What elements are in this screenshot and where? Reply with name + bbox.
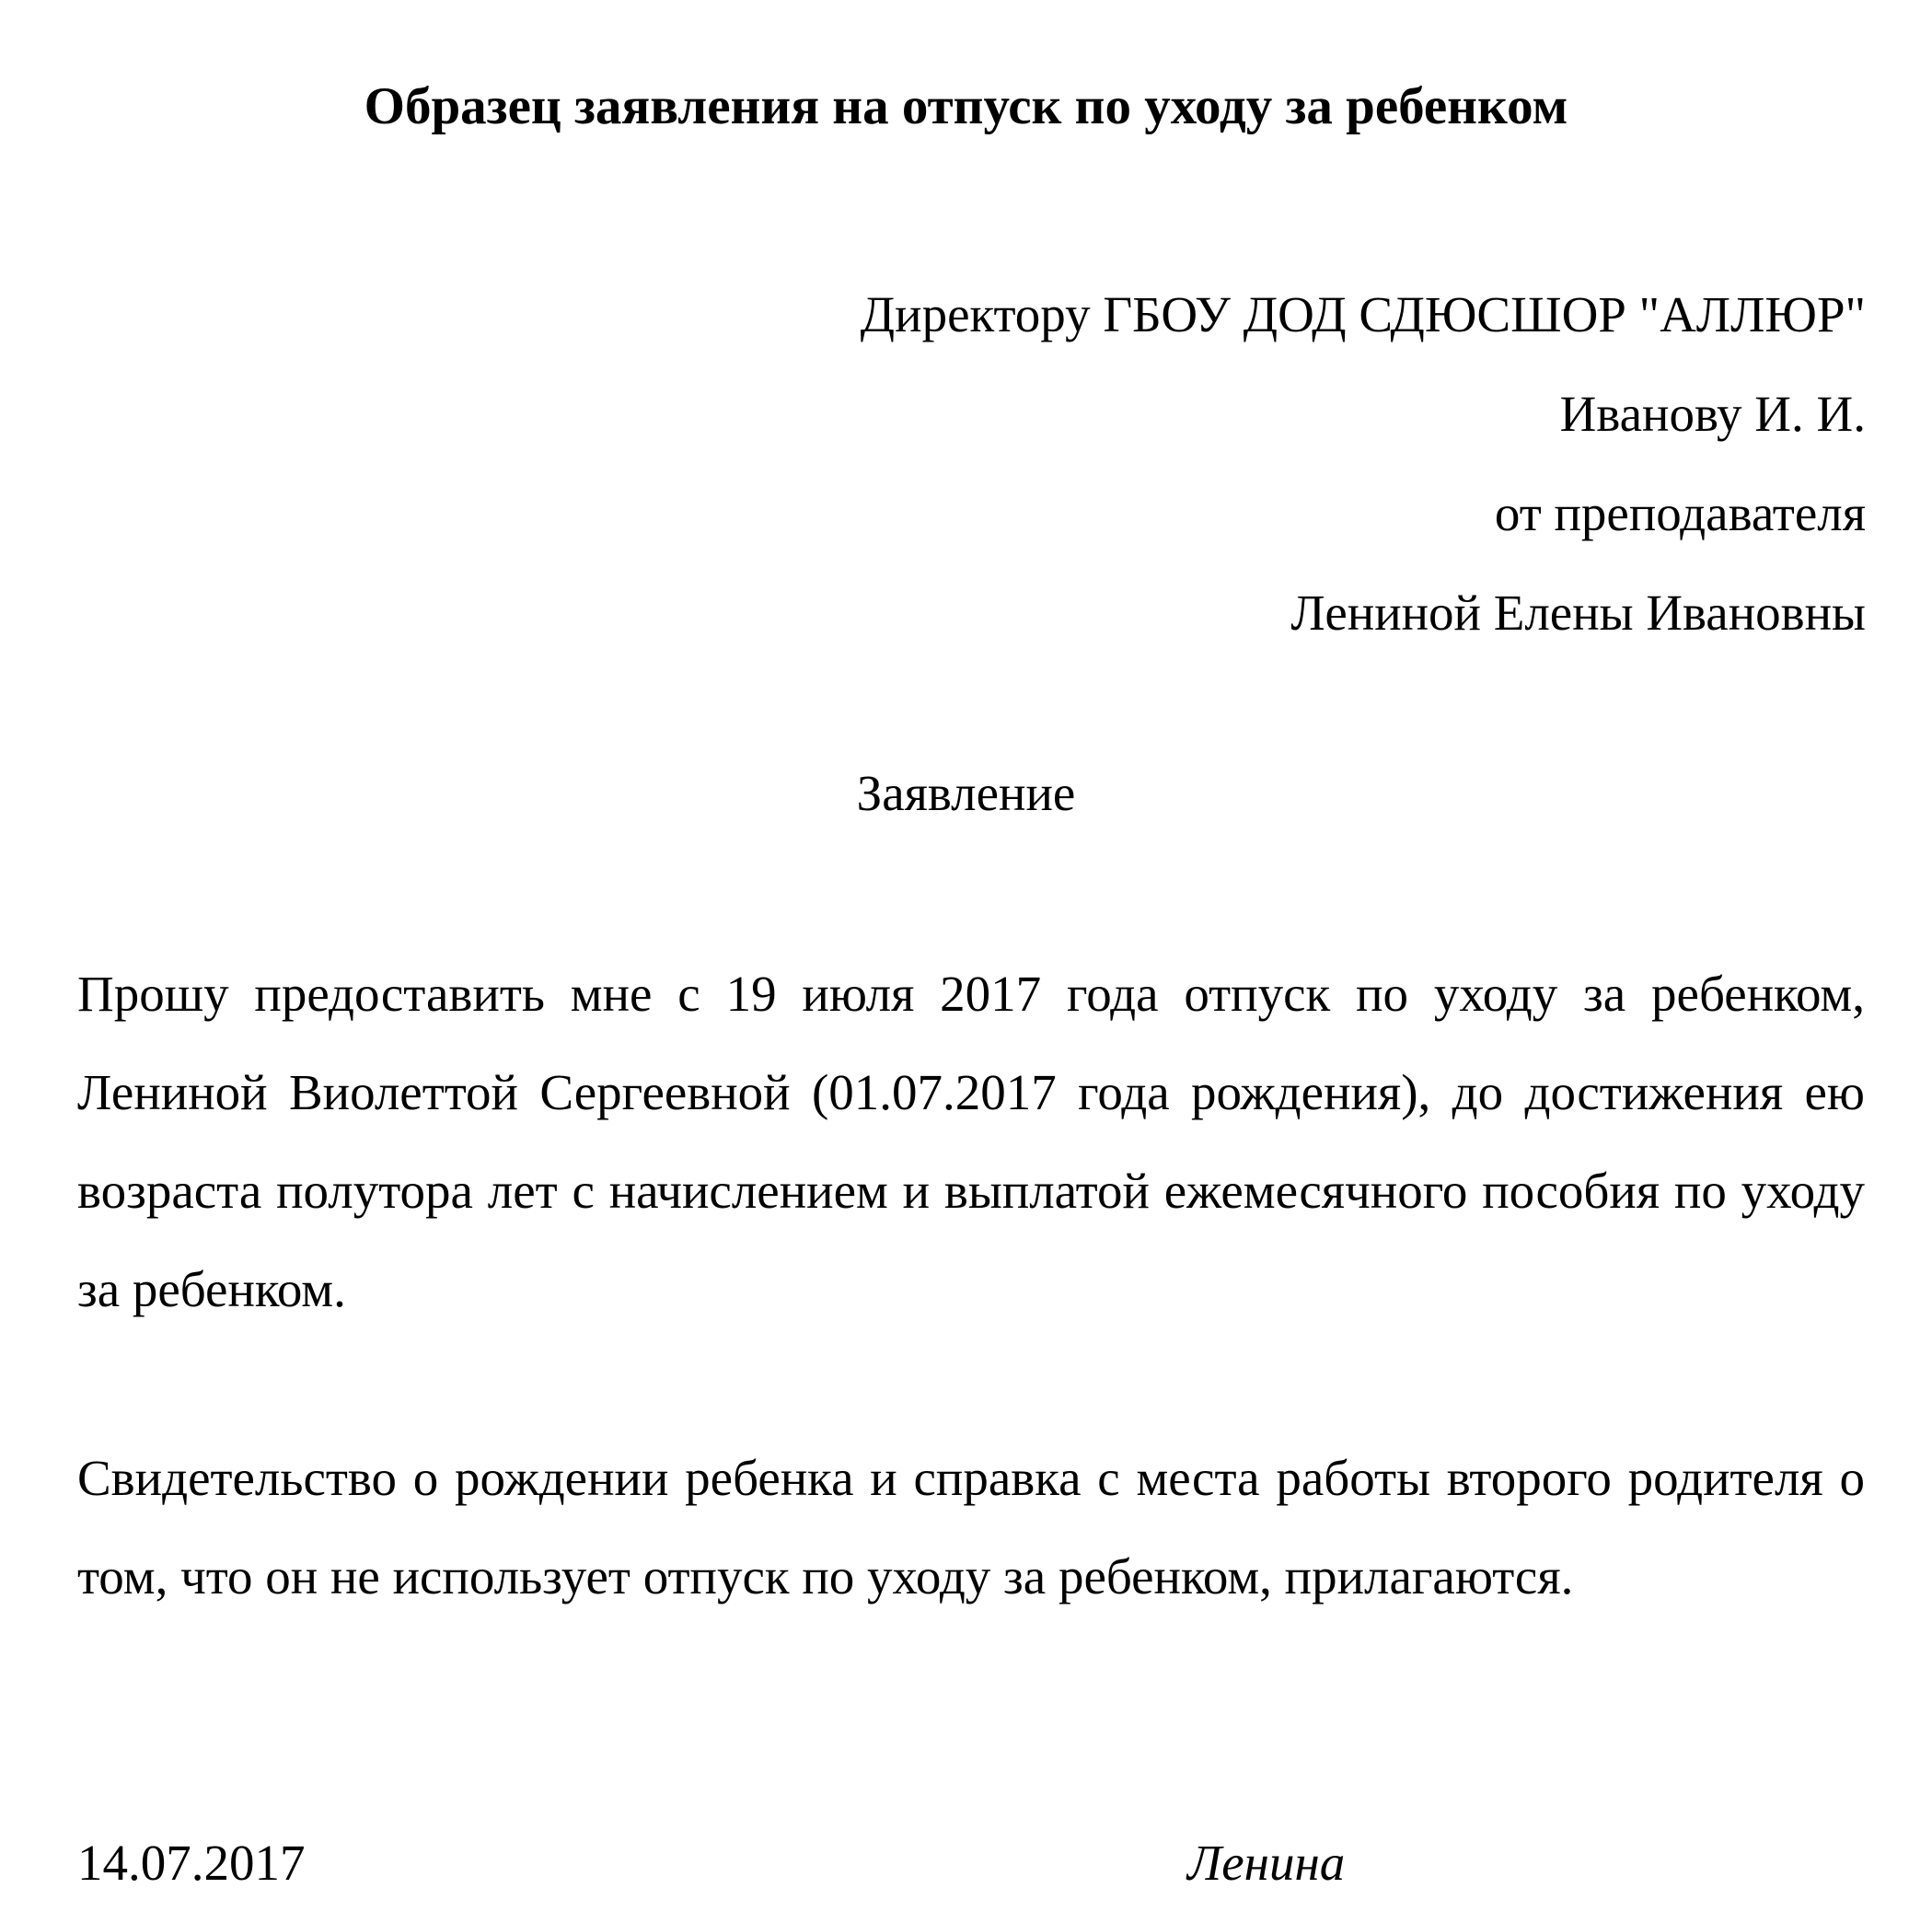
body-paragraph-request: Прошу предоставить мне с 19 июля 2017 года отпуск по уходу за ребенком, Лениной Виолеттой Сергеевной (01.07.2017 года рождения), до достижения ею возраста полутора лет с начислением и выплатой ежемесячного пособия по уходу за ребенком. (77, 966, 1865, 1317)
body-paragraph-attachments: Свидетельство о рождении ребенка и справка с места работы второго родителя о том, что он не использует отпуск по уходу за ребенком, прилагаются. (77, 1450, 1865, 1604)
addressee-line-director: Директору ГБОУ ДОД СДЮСШОР "АЛЛЮР" (860, 286, 1866, 342)
addressee-line-from: от преподавателя (1494, 485, 1866, 541)
document-title: Образец заявления на отпуск по уходу за ребенком (364, 77, 1568, 135)
addressee-block (861, 265, 1866, 663)
signature: Ленина (1187, 1835, 1346, 1891)
addressee-line-name: Иванову И. И. (1559, 386, 1866, 442)
addressee-line-applicant: Лениной Елены Ивановны (1290, 585, 1866, 641)
application-heading: Заявление (856, 765, 1076, 821)
document-date: 14.07.2017 (77, 1835, 306, 1891)
